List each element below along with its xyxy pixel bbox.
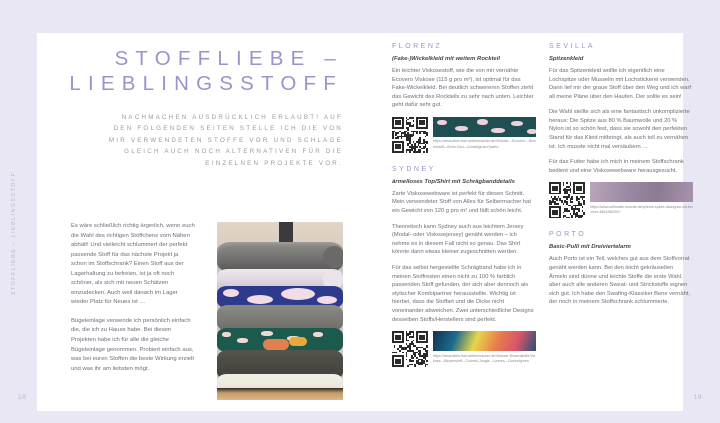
source-url-sevilla[interactable]: https://www.selfmade.com/de-de/p/feste-spitze-daubgrau-mit-blu-men-4861/66039? xyxy=(590,204,693,215)
section-florenz-title: FLORENZ xyxy=(392,43,443,50)
section-porto-title: PORTO xyxy=(549,231,587,239)
left-body-text xyxy=(71,222,195,383)
section-sydney-paragraph-1: Zarte Viskosewebware ist perfekt für diesen Schnitt. Mein verwendeter Stoff von Alles für Selbermacher hat ein Gewicht von 120 g pro m² und fällt schön leicht. xyxy=(392,190,531,214)
page-title-line2: LIEBLINGSSTOFF xyxy=(69,72,343,95)
folio-left: 18 xyxy=(18,394,27,401)
qr-code-florenz[interactable] xyxy=(392,117,428,153)
section-sevilla-paragraph-3: Für das Futter habe ich mich in meinem Stoffschrank bedient und eine Viskosewebware herausgesucht. xyxy=(549,159,684,174)
right-column-a xyxy=(392,43,536,380)
fabric-swatch-sydney xyxy=(433,331,536,351)
source-right-sevilla xyxy=(590,182,693,215)
section-florenz xyxy=(392,43,536,153)
running-head-left: STOFFLIEBE – LIEBLINGSSTOFF xyxy=(11,171,17,295)
left-body-paragraph-2: Bügeleinlage verwende ich persönlich einfach die, die ich zu Hause habe. Bei diesen Projekten habe ich für alle die gleiche Bügeleinlage genommen. Probiert einfach aus, was bei euren Stoffen die beste Wirkung erzielt und was ihr am liebsten mögt. xyxy=(71,317,195,372)
photo-floor xyxy=(217,388,343,400)
source-right-florenz xyxy=(433,117,536,150)
right-column-b xyxy=(549,43,693,314)
intro-paragraph: NACHMACHEN AUSDRÜCKLICH ERLAUBT! AUF DEN FOLGENDEN SEITEN STELLE ICH DIE VON MIR VERWENDETEN STOFFE VOR UND SCHLAGE GLEICH AUCH NOCH ALTERNATIVEN FÜR DIE EINZELNEN PROJEKTE VOR. xyxy=(108,114,343,167)
qr-code-sydney[interactable] xyxy=(392,331,428,367)
page-title xyxy=(55,46,343,96)
section-sevilla-paragraph-1: Für das Spitzenkleid wollte ich eigentlich eine Lochspitze oder Musselin mit Lochstickerei verwenden. Dann lief mir der graue Stoff über den Weg und ich warf all meine Pläne über den Haufen. Der sollte es sein! xyxy=(549,67,692,100)
section-porto-subtitle: Basic-Pulli mit Dreiviertelarm xyxy=(549,244,631,251)
section-florenz-subtitle: (Fake-)Wickelkleid mit weitem Rockteil xyxy=(392,56,500,62)
folio-right: 19 xyxy=(693,394,702,401)
photo-roll-green-print xyxy=(217,328,343,352)
section-porto xyxy=(549,231,693,306)
source-block-florenz xyxy=(392,117,536,153)
qr-code-sevilla[interactable] xyxy=(549,182,585,218)
section-porto-paragraph-1: Auch Porto ist ein Teil, welches gut aus dem Stoffvorrat genäht werden kann. Bei den leicht gekräuselten Ärmeln sind dünne und leichte Stoffe die erste Wahl, aber auch alle anderen Sweat- und Strickstoffe eignen sich gut. Ich habe den Swafing-Klassiker Bene vernäht, der noch in meinem Stoffschrank schlummerte. xyxy=(549,256,690,306)
source-block-sydney xyxy=(392,331,536,367)
section-sevilla xyxy=(549,43,693,218)
fabric-stack-photo xyxy=(217,222,343,400)
page-left xyxy=(11,33,360,411)
fabric-swatch-sevilla xyxy=(590,182,693,202)
section-sevilla-paragraph-2: Die Wahl stellte sich als eine fantastisch unkomplizierte heraus: Die Spitze aus 80 % Baumwolle und 20 % Nylon ist so schön fest, dass sie sowohl den perfekten Stand für das Kleid mitbringt, als auch toll zu vernähen ist. Ich musste nicht mal versäubern … xyxy=(549,109,690,150)
section-sydney-paragraph-3: Für das selbst hergestellte Schrägband habe ich in meinen Stoffresten einen nicht zu 100 % farblich passenden Stoff gefunden, der sich aber dennoch als stylischer Kombipartner herausstellte. Wichtig ist hierbei, dass die Stoffart und die Dicke nicht voneinander abweichen. Zwei unterschiedliche Designs desselben Stoffs/Herstellers sind perfekt. xyxy=(392,264,534,323)
section-sevilla-subtitle: Spitzenkleid xyxy=(549,56,584,62)
section-sydney-paragraph-2: Theoretisch kann Sydney auch aus leichtem Jersey (Modal- oder Viskosejersey) genäht werden – ich nehme es in diesem Fall nicht so genau. Das Shirt könnte dann etwas kleiner zugeschnitten werden. xyxy=(392,223,524,256)
page-title-line1: STOFFLIEBE – xyxy=(114,47,343,70)
source-right-sydney xyxy=(433,331,536,364)
source-url-sydney[interactable]: https://www.alles-fuer-selbermacher.de/Viskose-Blusenstoffe/Viskose---Blusenstoff---Colorful-Jungle---Leaves---Dunkelgruen xyxy=(433,353,536,363)
photo-roll-grey-top-end xyxy=(323,246,343,268)
source-block-sevilla xyxy=(549,182,693,218)
left-body-paragraph-1: Es wäre schließlich richtig ärgerlich, wenn euch die Wahl des richtigen Stöffchens vom Nähen abhält! Und vielleicht schlummert der perfekt passende Stoff für das nächste Projekt ja schon im Stoffschrank? Einen Stoff aus der Lagerhaltung zu befreien, ist ja oft noch schöner, als sich mit neuen Schätzen einzudecken. Auch weil danach im Lager wieder Platz für Neues ist … xyxy=(71,223,195,306)
source-url-florenz[interactable]: https://www.alles-fuer-selbermacher.de/Viskose---Ecovero---Blusenstoff---Boho-Geo---Dunkelgruen?path= xyxy=(433,139,536,149)
section-florenz-paragraph-1: Ein leichter Viskosestoff, wie die von mir vernähte Ecovero Viskose (115 g pro m²), ist optimal für das Fake-Wickelkleid. Bei deutlich schwereren Stoffen zieht das Gewicht des Rockteils zu sehr nach unten. Leichter geht dafür sehr gut. xyxy=(392,67,534,109)
fabric-swatch-florenz xyxy=(433,117,536,137)
section-sydney-title: SYDNEY xyxy=(392,165,436,173)
page-right xyxy=(360,33,702,411)
section-sydney xyxy=(392,166,536,367)
magazine-spread xyxy=(11,33,702,411)
section-sevilla-title: SEVILLA xyxy=(549,43,595,50)
section-sydney-subtitle: ärmelloses Top/Shirt mit Schrägbanddetails xyxy=(392,178,515,185)
